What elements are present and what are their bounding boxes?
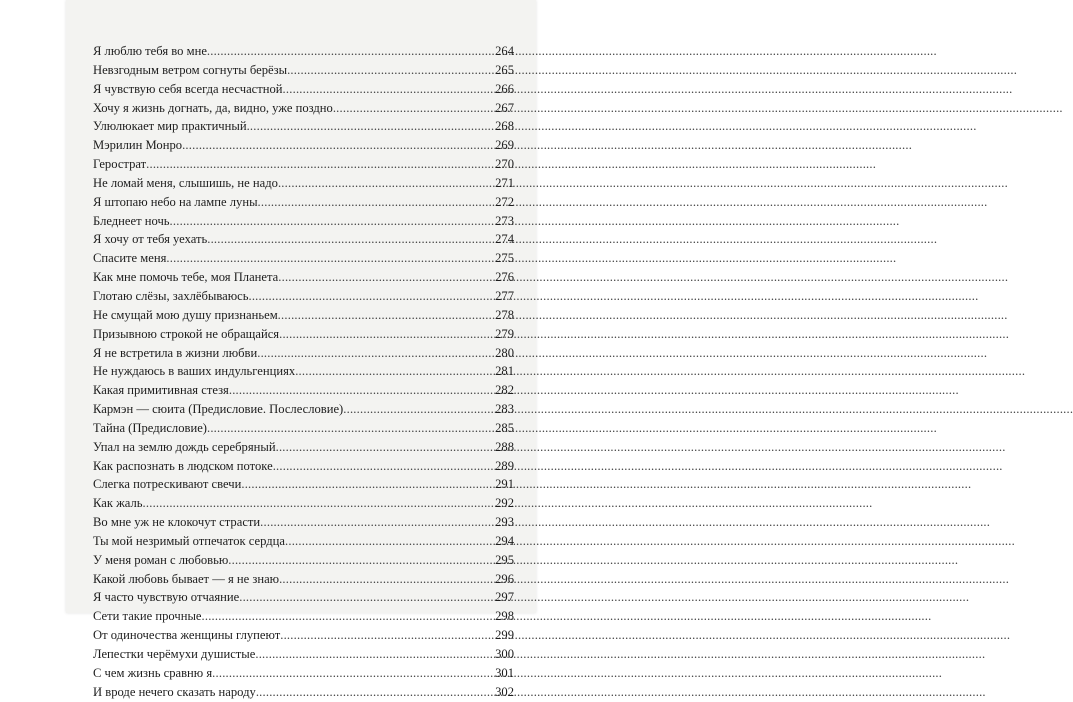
toc-entry-title: Во мне уж не клокочут страсти: [93, 515, 261, 530]
toc-entry-title: Не смущай мою душу признаньем: [93, 307, 278, 322]
toc-entry: [93, 136, 514, 155]
dot-leader: [182, 136, 495, 155]
dot-leader: [212, 664, 495, 683]
toc-entry-title: Не ломай меня, слышишь, не надо: [93, 175, 278, 190]
dot-leader: [278, 268, 495, 287]
dot-leader: [143, 494, 496, 513]
toc-entry-title: Лепестки черёмухи душистые: [93, 647, 256, 661]
dot-leader: [287, 61, 495, 80]
toc-entry: [93, 607, 514, 626]
dot-leader: [207, 419, 495, 438]
toc-entry-page-number: 298: [495, 609, 514, 624]
toc-entry-page-number: 285: [495, 420, 514, 435]
dot-leader: [343, 400, 495, 419]
toc-entry: [93, 325, 514, 344]
dot-leader: [207, 230, 495, 249]
toc-entry-page-number: 265: [495, 62, 514, 77]
dot-leader: [283, 80, 496, 99]
toc-entry: [93, 532, 514, 551]
dot-leader: [228, 551, 495, 570]
toc-entry-page-number: 301: [495, 665, 514, 680]
toc-entry: [93, 551, 514, 570]
toc-entry-page-number: 282: [495, 383, 514, 398]
toc-entry-title: Хочу я жизнь догнать, да, видно, уже поздно: [93, 100, 333, 115]
toc-entry-title: Улюлюкает мир практичный: [93, 119, 247, 134]
toc-entry: [93, 306, 514, 325]
toc-entry-title: Не нуждаюсь в ваших индульгенциях: [93, 364, 296, 379]
dot-leader: [241, 475, 495, 494]
toc-entry: [93, 193, 514, 212]
toc-entry-title: Сети такие прочные: [93, 609, 202, 624]
dot-leader: [229, 381, 495, 400]
toc-entry-page-number: 264: [495, 44, 514, 58]
toc-entry-title: И вроде нечего сказать народу: [93, 684, 256, 699]
toc-entry-title: Как распознать в людском потоке: [93, 458, 273, 473]
toc-entry-title: Ты мой незримый отпечаток сердца: [93, 533, 285, 548]
toc-entry-page-number: 266: [495, 81, 514, 96]
toc-entry-page-number: 295: [495, 552, 514, 567]
dot-leader: [239, 588, 495, 607]
dot-leader: [207, 42, 495, 61]
toc-entry-page-number: 273: [495, 213, 514, 228]
toc-entry: [93, 683, 514, 702]
toc-entry: [93, 42, 514, 61]
toc-entry-page-number: 281: [495, 364, 514, 379]
dot-leader: [280, 626, 495, 645]
toc-entry-page-number: 270: [495, 157, 514, 172]
toc-entry-page-number: 275: [495, 251, 514, 266]
toc-entry-page-number: 271: [495, 175, 514, 190]
toc-entry: [93, 475, 514, 494]
toc-entry-page-number: 294: [495, 533, 514, 548]
toc-entry: [93, 344, 514, 363]
toc-entry: [93, 494, 514, 513]
dot-leader: [279, 570, 495, 589]
toc-entry-page-number: 299: [495, 628, 514, 643]
toc-entry-page-number: 272: [495, 194, 514, 209]
toc-entry-title: Герострат: [93, 157, 147, 172]
toc-entry: [93, 381, 514, 400]
toc-entry-page-number: 277: [495, 288, 514, 303]
dot-leader: [146, 155, 495, 174]
dot-leader: [278, 306, 495, 325]
toc-entry: [93, 61, 514, 80]
dot-leader: [255, 645, 495, 664]
toc-entry-title: С чем жизнь сравню я: [93, 665, 213, 680]
toc-entry-page-number: 300: [495, 647, 514, 661]
toc-entry-title: Я чувствую себя всегда несчастной: [93, 81, 283, 96]
toc-entry-title: Как мне помочь тебе, моя Планета: [93, 270, 279, 285]
toc-entry: [93, 249, 514, 268]
toc-entry-page-number: 291: [495, 477, 514, 492]
dot-leader: [295, 362, 495, 381]
toc-entry: [93, 155, 514, 174]
toc-entry-page-number: 297: [495, 590, 514, 605]
toc-entry-page-number: 292: [495, 496, 514, 511]
toc-entry-title: Упал на землю дождь серебряный: [93, 439, 276, 454]
dot-leader: [258, 193, 496, 212]
toc-entry-page-number: 268: [495, 119, 514, 134]
toc-entry: [93, 664, 514, 683]
toc-entry-page-number: 289: [495, 458, 514, 473]
toc-entry-title: Слегка потрескивают свечи: [93, 477, 242, 492]
toc-entry-title: Призывною строкой не обращайся: [93, 326, 280, 341]
dot-leader: [257, 344, 495, 363]
toc-entry-page-number: 267: [495, 100, 514, 115]
toc-entry-title: Какой любовь бывает — я не знаю: [93, 571, 280, 586]
book-page: [66, 0, 536, 699]
toc-entry: [93, 645, 514, 664]
toc-entry-page-number: 288: [495, 439, 514, 454]
table-of-contents: [93, 42, 514, 702]
dot-leader: [279, 325, 495, 344]
toc-entry: [93, 588, 514, 607]
toc-entry: [93, 457, 514, 476]
toc-entry-title: Кармэн — сюита (Предисловие. Послесловие): [93, 402, 344, 417]
toc-entry-page-number: 276: [495, 270, 514, 285]
toc-entry-title: Я не встретила в жизни любви: [93, 345, 258, 360]
toc-entry: [93, 513, 514, 532]
toc-entry-title: Я часто чувствую отчаяние: [93, 590, 240, 605]
dot-leader: [256, 683, 495, 702]
toc-entry: [93, 287, 514, 306]
toc-entry-page-number: 269: [495, 138, 514, 153]
toc-entry: [93, 438, 514, 457]
toc-entry: [93, 80, 514, 99]
toc-entry-page-number: 293: [495, 515, 514, 530]
toc-entry-title: Тайна (Предисловие): [93, 420, 207, 435]
toc-entry: [93, 117, 514, 136]
toc-entry: [93, 174, 514, 193]
toc-entry-page-number: 280: [495, 345, 514, 360]
toc-entry-title: Какая примитивная стезя: [93, 383, 229, 398]
toc-entry: [93, 626, 514, 645]
toc-entry-title: Я штопаю небо на лампе луны: [93, 194, 258, 209]
dot-leader: [166, 249, 495, 268]
toc-entry-page-number: 283: [495, 402, 514, 417]
toc-entry: [93, 212, 514, 231]
toc-entry: [93, 570, 514, 589]
toc-entry-title: Невзгодным ветром согнуты берёзы: [93, 62, 288, 77]
toc-entry-title: Мэрилин Монро: [93, 138, 183, 153]
toc-entry-page-number: 278: [495, 307, 514, 322]
dot-leader: [170, 212, 496, 231]
toc-entry: [93, 400, 514, 419]
toc-entry-page-number: 279: [495, 326, 514, 341]
toc-entry-title: Как жаль: [93, 496, 143, 511]
dot-leader: [333, 99, 495, 118]
toc-entry: [93, 362, 514, 381]
dot-leader: [276, 438, 496, 457]
toc-entry-title: Спасите меня: [93, 251, 167, 266]
toc-entry-page-number: 274: [495, 232, 514, 247]
toc-entry-title: От одиночества женщины глупеют: [93, 628, 281, 643]
toc-entry-page-number: 296: [495, 571, 514, 586]
dot-leader: [247, 117, 496, 136]
toc-entry: [93, 99, 514, 118]
dot-leader: [273, 457, 495, 476]
dot-leader: [248, 287, 495, 306]
toc-entry-title: Я люблю тебя во мне: [93, 44, 207, 58]
dot-leader: [202, 607, 496, 626]
toc-entry-title: Я хочу от тебя уехать: [93, 232, 208, 247]
dot-leader: [285, 532, 495, 551]
toc-entry: [93, 268, 514, 287]
dot-leader: [278, 174, 495, 193]
dot-leader: [260, 513, 495, 532]
toc-entry: [93, 230, 514, 249]
toc-entry-page-number: 302: [495, 684, 514, 699]
toc-entry-title: Бледнеет ночь: [93, 213, 170, 228]
toc-entry-title: У меня роман с любовью: [93, 552, 229, 567]
toc-entry: [93, 419, 514, 438]
toc-entry-title: Глотаю слёзы, захлёбываюсь: [93, 288, 249, 303]
